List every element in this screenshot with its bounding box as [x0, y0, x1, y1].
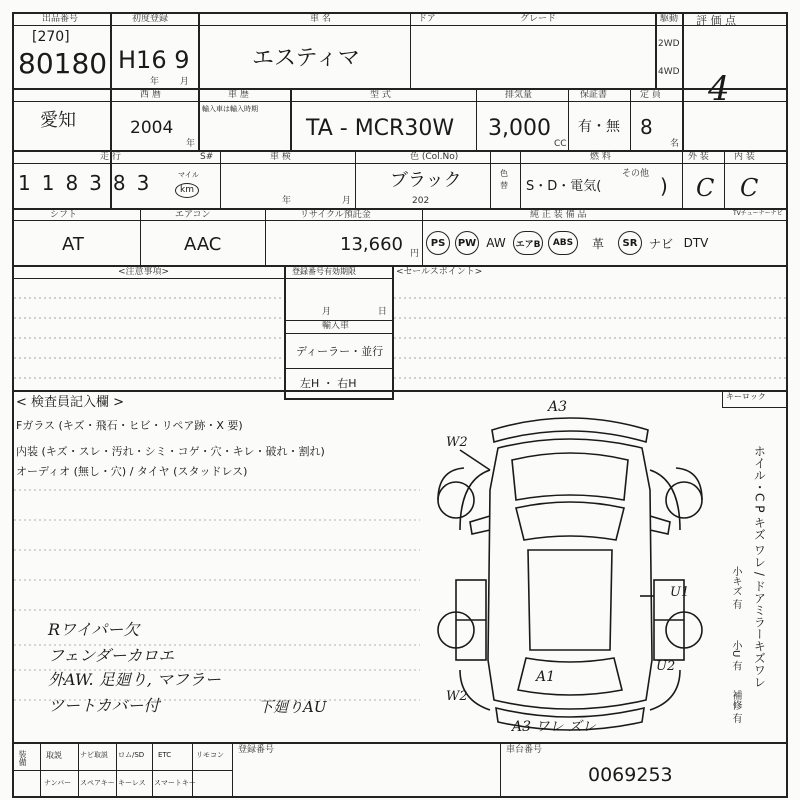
inspect-header: 車 検 — [270, 152, 291, 162]
warranty-header: 保証書 — [580, 90, 608, 100]
label-spare-key: スペアキー — [80, 779, 115, 787]
mark-rear: A3 ワレ ズレ — [512, 719, 596, 735]
side-legend: ホイル・C P キズ ワレ / ドアミラーキズワレ — [752, 445, 767, 688]
reg-number-header: 登録番号 — [238, 745, 275, 755]
note-wiper: Rワイパー欠 — [48, 620, 140, 639]
reg-date: H16 9 — [118, 46, 190, 74]
color-header: 色 (Col.No) — [410, 152, 459, 162]
history-header: 車 歴 — [228, 90, 249, 100]
int-grade: C — [740, 174, 759, 202]
reg-unit: 年 月 — [150, 77, 189, 87]
sales-header: <セールスポイント> — [396, 267, 483, 277]
expiry-unit: 月 日 — [322, 307, 387, 317]
caution-header: <注意事項> — [118, 267, 170, 277]
label-remote: リモコン — [196, 751, 224, 759]
mark-u2: U2 — [656, 659, 676, 674]
mark-front: A3 — [548, 399, 568, 415]
inspector-line-1: Fガラス (キズ・飛石・ヒビ・リペア跡・X 要) — [16, 419, 243, 432]
int-header: 内 装 — [734, 152, 755, 162]
lot-header: 出品番号 — [42, 14, 79, 24]
score-header: 評 価 点 — [696, 14, 736, 27]
ac: AAC — [184, 234, 222, 255]
reg-header: 初度登録 — [132, 14, 169, 24]
equip-aw: AW — [486, 236, 506, 250]
side-legend-2: 小キズ 有 — [730, 566, 741, 610]
inspector-line-3: オーディオ (無し・穴) / タイヤ (スタッドレス) — [16, 465, 248, 478]
car-name: エスティマ — [252, 46, 360, 71]
label-manual: 取説 — [46, 751, 62, 760]
color: ブラック — [390, 170, 462, 191]
equip-ps: PS — [426, 231, 450, 255]
drive-2wd: 2WD — [658, 39, 680, 49]
color-change-header: 色 替 — [500, 169, 508, 190]
label-rom: ロム/SD — [118, 751, 145, 759]
mark-u1: U1 — [670, 585, 690, 600]
equip-sr: SR — [618, 231, 642, 255]
equip-dtv: DTV — [683, 236, 709, 250]
grade-header: グレード — [520, 14, 557, 24]
shift: AT — [62, 234, 84, 255]
s-header: S# — [200, 152, 214, 162]
warranty: 有・無 — [578, 119, 620, 135]
yen: 円 — [410, 249, 420, 259]
chassis-header: 車台番号 — [506, 745, 543, 755]
equip-leather: 革 — [591, 236, 604, 251]
equip-label: 装備 — [18, 750, 27, 766]
note-underbody: 下廻りAU — [258, 698, 327, 716]
displacement: 3,000 — [488, 116, 551, 141]
year-header: 西 暦 — [140, 90, 161, 100]
seats: 8 — [640, 115, 653, 139]
score: 4 — [708, 69, 730, 109]
inspect-unit: 年 月 — [282, 196, 351, 206]
equip-header: 純 正 装 備 品 — [530, 210, 587, 220]
tuner-header: TVチューナーナビ — [733, 210, 783, 217]
cc-unit: CC — [554, 139, 567, 149]
lot-number: 80180 — [18, 47, 108, 80]
side-legend-4: 補修 有 — [730, 690, 741, 724]
history-sub: 輸入車は輸入時期 — [202, 105, 258, 113]
label-plate: ナンバー — [44, 779, 72, 787]
lot-prefix: [270] — [32, 29, 70, 45]
keylock-label: キーロック — [726, 392, 766, 401]
year-unit: 年 — [186, 139, 196, 149]
equip-airbag: エアB — [513, 231, 543, 255]
steering: 左H ・ 右H — [300, 377, 357, 390]
cc-header: 排気量 — [505, 90, 533, 100]
ac-header: エアコン — [175, 210, 211, 220]
fuel: S・D・電気( — [526, 179, 602, 194]
model: TA - MCR30W — [306, 116, 455, 141]
note-aw: 外AW. 足廻り, マフラー — [48, 670, 221, 689]
inspector-header: < 検査員記入欄 > — [16, 395, 125, 410]
seats-header: 定 員 — [640, 90, 661, 100]
drive-header: 駆動 — [660, 14, 679, 24]
mark-a1: A1 — [536, 669, 556, 685]
recycle-fee: 13,660 — [340, 234, 403, 255]
side-legend-3: 小U 有 — [730, 640, 741, 671]
label-smart-key: スマートキー — [154, 779, 196, 787]
mark-w2-rear: W2 — [446, 689, 468, 704]
mark-w2-front: W2 — [446, 435, 468, 450]
inspector-line-2: 内装 (キズ・スレ・汚れ・シミ・コゲ・穴・キレ・破れ・割れ) — [16, 445, 325, 458]
color-no: 202 — [412, 196, 430, 206]
km-header: 走 行 — [100, 152, 121, 162]
unit-km: km — [175, 183, 199, 198]
region: 愛知 — [40, 110, 76, 131]
model-header: 型 式 — [370, 90, 391, 100]
unit-mile: マイル — [178, 171, 199, 179]
chassis-number: 0069253 — [588, 764, 673, 786]
fuel-close: ) — [660, 174, 668, 198]
door-header: ドア — [418, 14, 436, 24]
label-navi-manual: ナビ取説 — [80, 751, 108, 759]
ext-grade: C — [696, 174, 715, 202]
equip-navi: ナビ — [648, 236, 673, 251]
mileage: 118383 — [18, 171, 161, 195]
note-fender: フェンダーカロエ — [48, 646, 175, 665]
drive-4wd: 4WD — [658, 67, 680, 77]
fuel-header: 燃 料 — [590, 152, 611, 162]
ext-header: 外 装 — [688, 152, 709, 162]
expiry-header: 登録番号有効期限 — [292, 267, 356, 276]
label-keyless: キーレス — [118, 779, 146, 787]
note-cover: ツートカバー付 — [48, 696, 160, 715]
label-etc: ETC — [158, 751, 172, 759]
equip-pw: PW — [455, 231, 479, 255]
fuel-other: その他 — [622, 169, 650, 179]
shift-header: シフト — [50, 210, 78, 220]
year: 2004 — [130, 118, 174, 138]
equip-abs: ABS — [548, 231, 578, 255]
seats-unit: 名 — [670, 139, 680, 149]
recycle-header: リサイクル預託金 — [300, 210, 371, 220]
name-header: 車 名 — [310, 14, 331, 24]
import-type: ディーラー・並行 — [296, 345, 384, 358]
import-header: 輸入車 — [322, 321, 350, 331]
